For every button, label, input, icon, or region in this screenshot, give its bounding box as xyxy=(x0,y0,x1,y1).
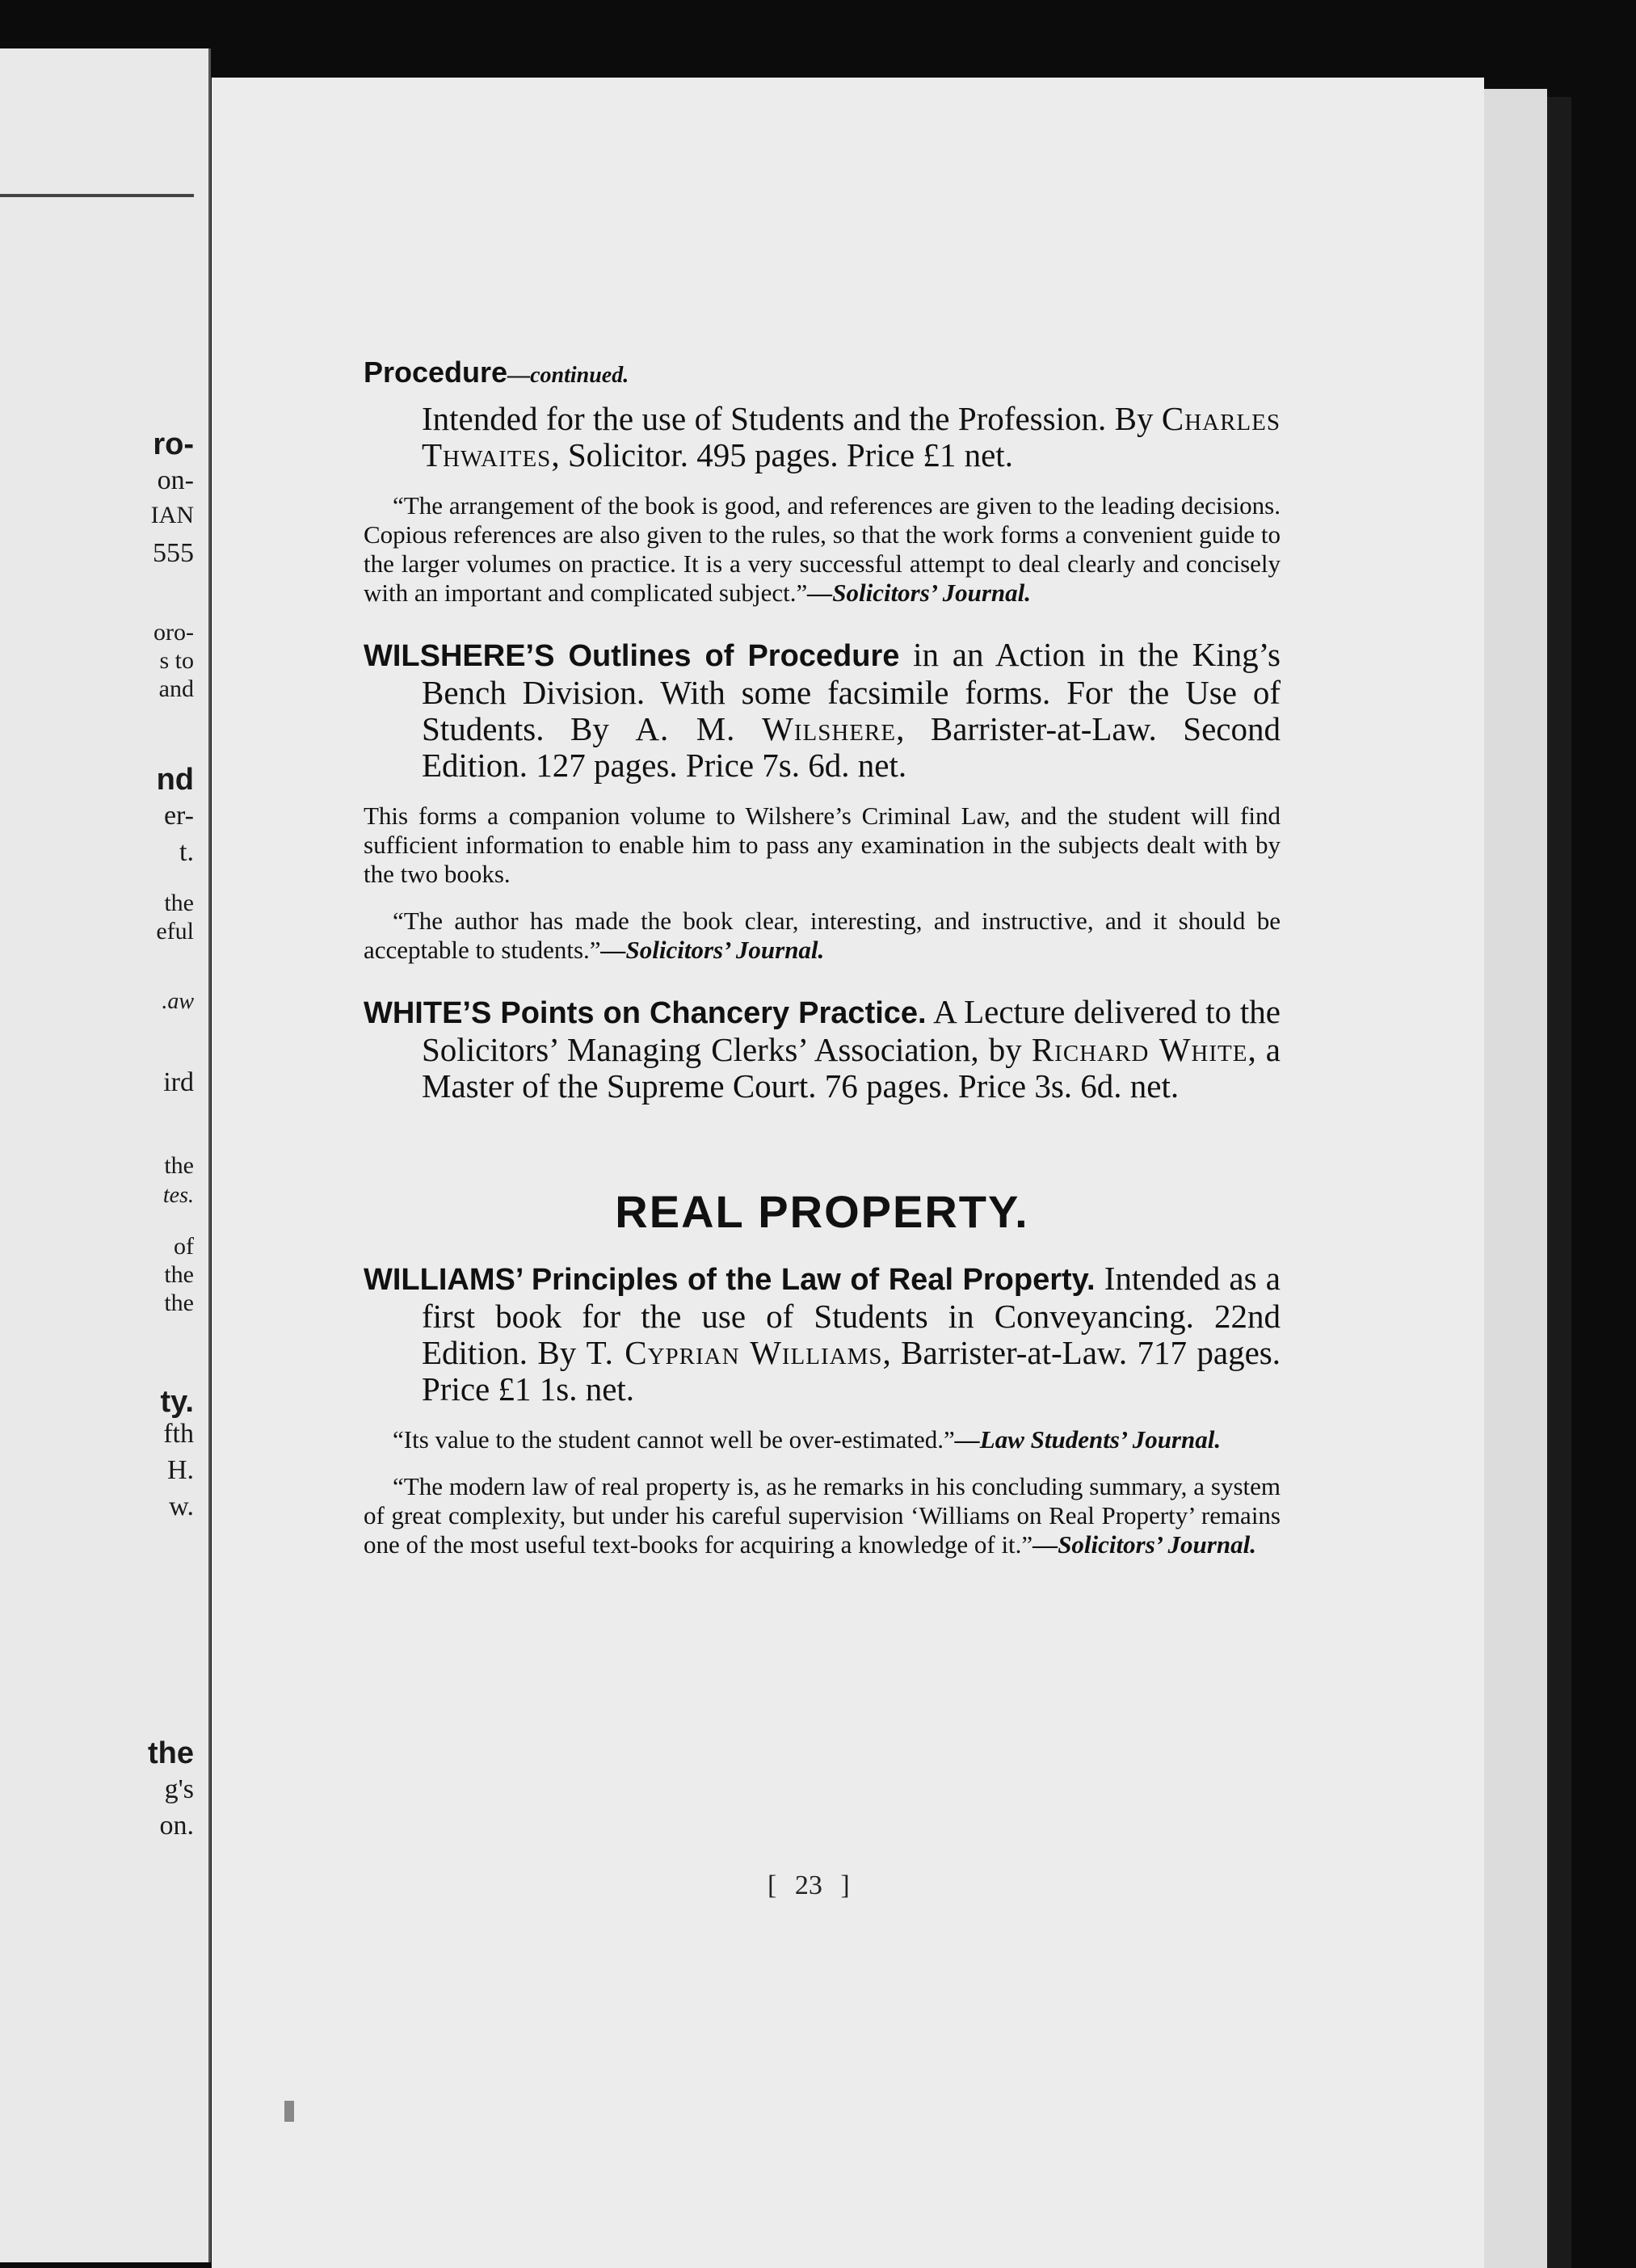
left-fragment: on- xyxy=(157,465,194,495)
entry-wilshere xyxy=(364,637,1281,965)
quote-text: “Its value to the student cannot well be over-estimated.” xyxy=(393,1425,955,1454)
book-title: WILLIAMS’ Principles of the Law of Real Property. xyxy=(364,1263,1096,1297)
left-fragment: ty. xyxy=(160,1385,194,1419)
left-fragment: oro- xyxy=(154,619,194,646)
entry-heading xyxy=(364,637,1281,784)
quote-source: —Solicitors’ Journal. xyxy=(600,936,825,964)
entry-white xyxy=(364,994,1281,1105)
entry-heading xyxy=(364,994,1281,1105)
left-fragment: and xyxy=(158,675,194,702)
review-quote xyxy=(364,491,1281,608)
left-fragment: of xyxy=(174,1233,194,1260)
section-heading xyxy=(364,356,1281,389)
section-continued: —continued. xyxy=(507,363,629,388)
left-fragment: w. xyxy=(169,1492,194,1521)
review-quote xyxy=(364,1472,1281,1559)
entry-text: , Barrister-at-Law. 717 pages. Price £1 1s. net. xyxy=(422,1334,1281,1408)
entry-heading xyxy=(364,1260,1281,1408)
author-name: Charles Thwaites xyxy=(422,400,1281,473)
author-name: A. M. Wilshere xyxy=(635,710,897,747)
left-fragment: eful xyxy=(156,918,194,945)
left-fragment: fth xyxy=(163,1419,194,1449)
quote-source: —Solicitors’ Journal. xyxy=(1032,1530,1256,1559)
left-fragment: g's xyxy=(164,1774,194,1804)
left-fragment: .aw xyxy=(162,989,194,1014)
page-edge-shadow xyxy=(1547,97,1571,2268)
left-page-rule xyxy=(0,194,194,197)
left-fragment: IAN xyxy=(150,502,194,528)
left-fragment: the xyxy=(148,1736,194,1770)
review-quote xyxy=(364,907,1281,965)
entry-text: , a Master of the Supreme Court. 76 pages. Price 3s. 6d. net. xyxy=(422,1031,1281,1105)
entry-thwaites xyxy=(364,401,1281,608)
quote-source: —Solicitors’ Journal. xyxy=(807,579,1031,607)
entry-text: , Solicitor. 495 pages. Price £1 net. xyxy=(551,436,1013,473)
left-fragment: 555 xyxy=(153,538,194,568)
entry-text: A Lecture delivered to the Solicitors’ Managing Clerks’ Association, by xyxy=(422,993,1281,1068)
quote-text: “The arrangement of the book is good, and references are given to the leading decisions. Copious references are also given to the rules, so that the work forms a convenient guide to the larger volumes on practice. It is a very successful attempt to deal clearly and concisely with an important and complicated subject.” xyxy=(364,491,1281,607)
left-fragment: the xyxy=(164,1152,194,1179)
quote-text: “The author has made the book clear, interesting, and instructive, and it should be acceptable to students.” xyxy=(364,907,1281,964)
left-fragment: ro- xyxy=(153,427,194,461)
entry-text: , Barrister-at-Law. Second Edition. 127 pages. Price 7s. 6d. net. xyxy=(422,710,1281,784)
entry-williams xyxy=(364,1260,1281,1559)
page-content xyxy=(364,356,1281,1588)
entry-description xyxy=(364,401,1281,473)
author-name: Richard White xyxy=(1031,1031,1248,1068)
quote-text: “The modern law of real property is, as he remarks in his concluding summary, a system of great complexity, but under his careful supervision ‘Williams on Real Property’ remains one of the most useful text-books for acquiring a knowledge of it.” xyxy=(364,1472,1281,1559)
section-title: Procedure xyxy=(364,356,508,389)
left-page-margin xyxy=(0,48,211,2262)
entry-text: in an Action in the King’s Bench Division. With some facsimile forms. For the Use of Students. By xyxy=(422,636,1281,747)
left-fragment: er- xyxy=(163,801,194,831)
left-fragment: on. xyxy=(159,1811,194,1841)
entry-text: Intended as a first book for the use of Students in Conveyancing. 22nd Edition. By xyxy=(422,1260,1281,1371)
left-fragment: the xyxy=(164,1290,194,1316)
book-title: WHITE’S Points on Chancery Practice. xyxy=(364,996,927,1030)
left-fragment: the xyxy=(164,1261,194,1288)
entry-text: Intended for the use of Students and the Profession. By xyxy=(422,400,1162,437)
left-fragment: tes. xyxy=(162,1183,194,1208)
left-fragment: t. xyxy=(179,837,194,867)
review-quote xyxy=(364,1425,1281,1454)
page-edge xyxy=(1484,89,1547,2268)
quote-source: —Law Students’ Journal. xyxy=(954,1425,1222,1454)
author-name: T. Cyprian Williams xyxy=(586,1334,883,1371)
left-fragment: ird xyxy=(163,1067,194,1097)
left-fragment: the xyxy=(164,890,194,916)
real-property-heading: REAL PROPERTY. xyxy=(615,1186,1029,1237)
scan-mark xyxy=(284,2101,294,2122)
left-fragment: H. xyxy=(166,1455,194,1485)
left-fragment: s to xyxy=(159,647,194,674)
left-fragment: nd xyxy=(156,763,194,797)
book-title: WILSHERE’S Outlines of Procedure xyxy=(364,639,900,673)
entry-note: This forms a companion volume to Wilshere’s Criminal Law, and the student will find sufficient information to enable him to pass any examination in the subjects dealt with by the two books. xyxy=(364,802,1281,888)
page-number: [ 23 ] xyxy=(768,1870,850,1900)
